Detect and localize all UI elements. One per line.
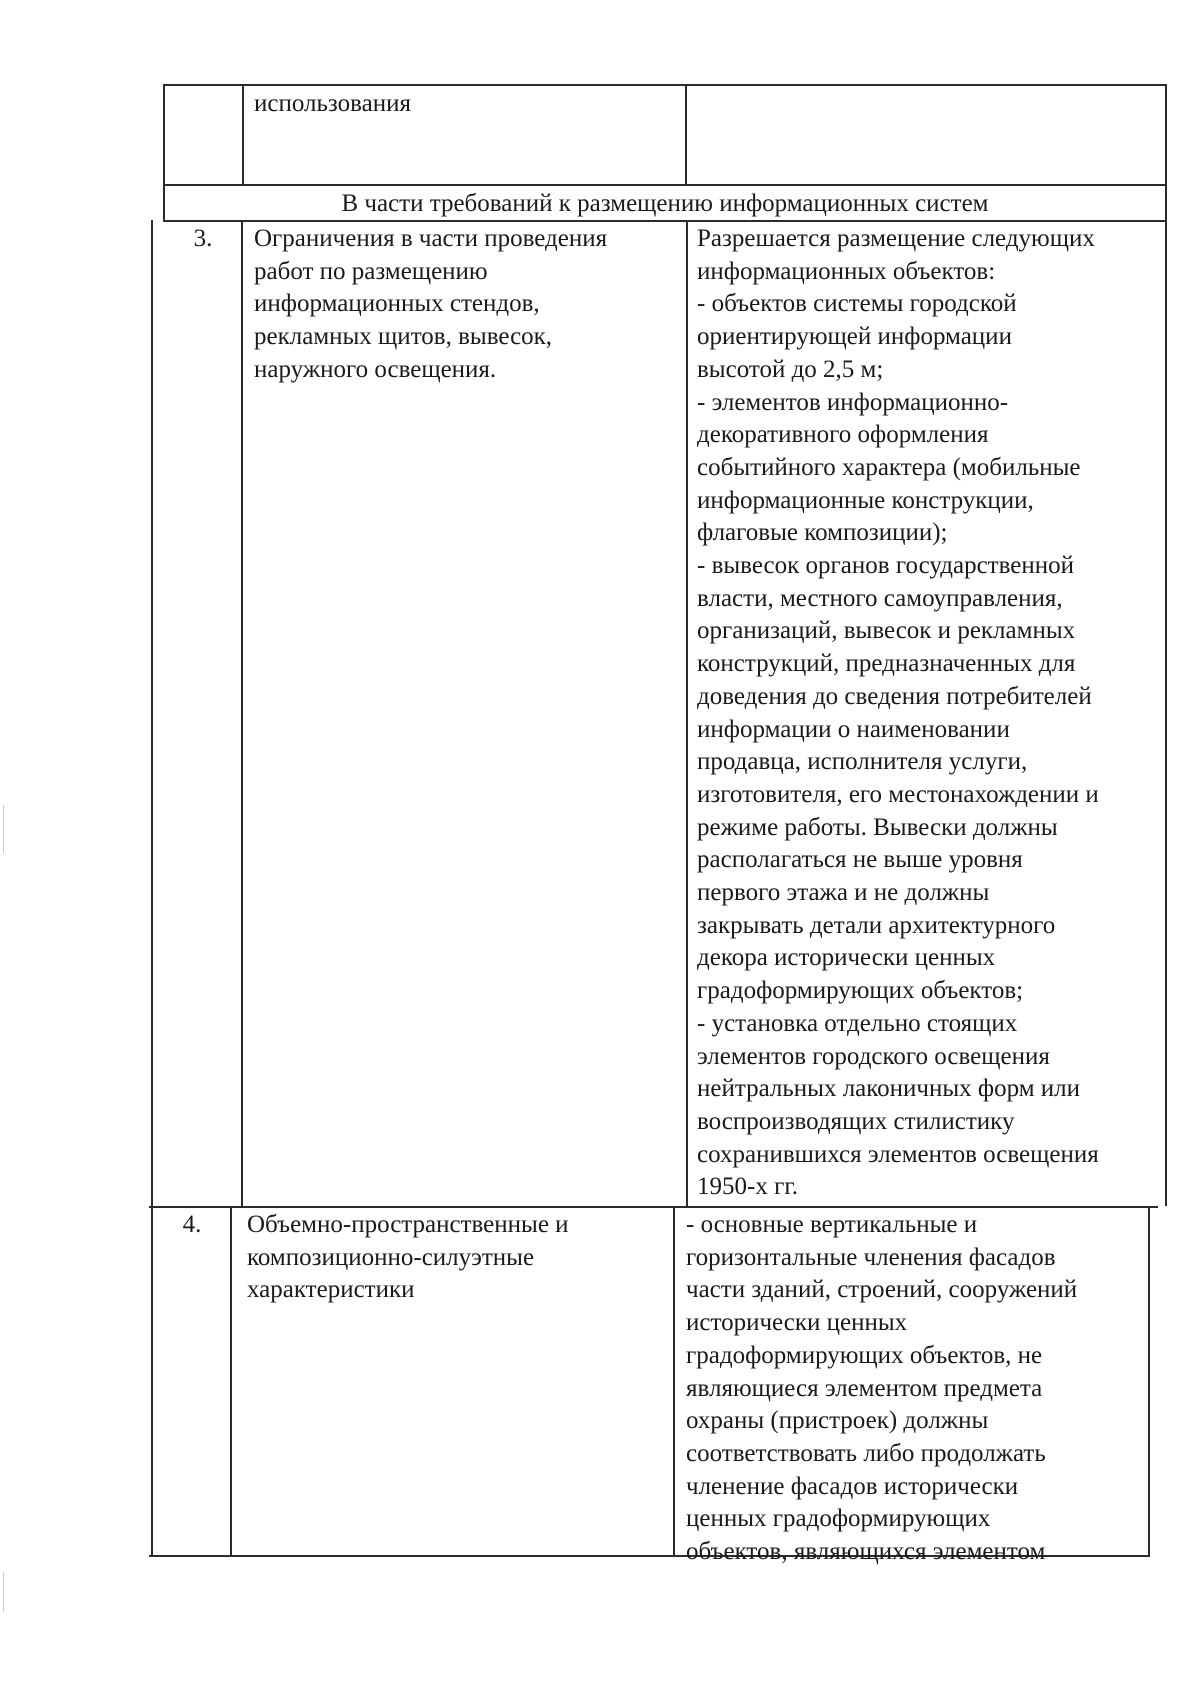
cell-line: характеристики xyxy=(247,1276,415,1304)
cell-line: информации о наименовании xyxy=(697,715,1010,743)
cell-line: располагаться не выше уровня xyxy=(697,846,1023,874)
row-number: 4. xyxy=(182,1211,202,1238)
cell-line: организаций, вывесок и рекламных xyxy=(697,617,1076,645)
cell-line: композиционно-силуэтные xyxy=(247,1243,535,1271)
cell-line: воспроизводящих стилистику xyxy=(697,1107,1015,1135)
cell-line: наружного освещения. xyxy=(254,355,497,383)
cell-line: горизонтальные членения фасадов xyxy=(686,1243,1056,1271)
column-divider xyxy=(685,84,687,184)
cell-line: рекламных щитов, вывесок, xyxy=(254,323,553,351)
cell-line: продавца, исполнителя услуги, xyxy=(697,748,1028,776)
cell-line: являющиеся элементом предмета xyxy=(686,1374,1043,1402)
cell-line: градоформирующих объектов, не xyxy=(686,1341,1043,1369)
cell-line: Ограничения в части проведения xyxy=(254,225,608,252)
cell-line: работ по размещению xyxy=(254,257,488,285)
row-requirement-cell xyxy=(686,1209,1077,1569)
cell-line: информационных стендов, xyxy=(254,290,540,318)
row-requirement-cell xyxy=(697,223,1099,1204)
cell-line: первого этажа и не должны xyxy=(697,879,990,907)
cell-line: Объемно-пространственные и xyxy=(247,1211,569,1238)
cell-line: закрывать детали архитектурного xyxy=(697,911,1056,939)
cell-line: элементов городского освещения xyxy=(697,1042,1050,1070)
table-border-right xyxy=(1148,1206,1150,1557)
row-divider xyxy=(163,184,1167,186)
cell-line: режиме работы. Вывески должны xyxy=(697,813,1058,841)
row-criterion-cell xyxy=(247,1209,569,1307)
cell-line: событийного характера (мобильные xyxy=(697,453,1081,481)
table-border-top xyxy=(163,84,1167,86)
cell-line: - вывесок органов государственной xyxy=(697,552,1075,580)
column-divider xyxy=(230,1206,232,1557)
table-border-left xyxy=(151,220,153,1557)
cell-line: - элементов информационно- xyxy=(697,388,1009,416)
row-divider xyxy=(149,1206,1158,1208)
cell-line: - основные вертикальные и xyxy=(686,1211,978,1238)
cell-line: декора исторически ценных xyxy=(697,944,996,972)
table-border-right xyxy=(1165,84,1167,1206)
cell-line: охраны (пристроек) должны xyxy=(686,1407,989,1435)
cell-line: ориентирующей информации xyxy=(697,323,1012,351)
column-divider xyxy=(242,84,244,184)
cell-line: градоформирующих объектов; xyxy=(697,977,1024,1005)
cell-line: 1950-х гг. xyxy=(697,1173,799,1201)
cell-line: - объектов системы городской xyxy=(697,290,1017,318)
cell-line: конструкций, предназначенных для xyxy=(697,650,1076,678)
row-number: 3. xyxy=(193,225,213,252)
column-divider xyxy=(241,220,243,1206)
cell-line: декоративного оформления xyxy=(697,421,989,449)
column-divider xyxy=(673,1206,675,1557)
cell-line: изготовителя, его местонахождении и xyxy=(697,780,1099,808)
cell-line: соответствовать либо продолжать xyxy=(686,1439,1046,1467)
cell-line: информационные конструкции, xyxy=(697,486,1034,514)
cell-line: власти, местного самоуправления, xyxy=(697,584,1063,612)
cell-line: флаговые композиции); xyxy=(697,519,948,547)
section-heading: В части требований к размещению информационных систем xyxy=(341,190,989,217)
cell-line: сохранившихся элементов освещения xyxy=(697,1140,1099,1168)
scan-artifact xyxy=(3,805,4,853)
cell-line: использования xyxy=(254,90,411,117)
cell-line: ценных градоформирующих xyxy=(686,1505,991,1533)
cell-line: членение фасадов исторически xyxy=(686,1472,1019,1500)
cell-line: высотой до 2,5 м; xyxy=(697,355,884,383)
cell-line: исторически ценных xyxy=(686,1309,908,1337)
cell-line: - установка отдельно стоящих xyxy=(697,1009,1018,1037)
row-criterion-cell xyxy=(254,223,607,387)
cell-line: части зданий, строений, сооружений xyxy=(686,1276,1078,1304)
column-divider xyxy=(686,220,688,1206)
cell-line: доведения до сведения потребителей xyxy=(697,682,1092,710)
cell-line: информационных объектов: xyxy=(697,257,996,285)
continuation-criterion-cell xyxy=(254,88,411,121)
cell-line: объектов, являющихся элементом xyxy=(686,1538,1046,1566)
cell-line: Разрешается размещение следующих xyxy=(697,225,1095,252)
scan-artifact xyxy=(3,1572,4,1612)
cell-line: нейтральных лаконичных форм или xyxy=(697,1075,1081,1103)
